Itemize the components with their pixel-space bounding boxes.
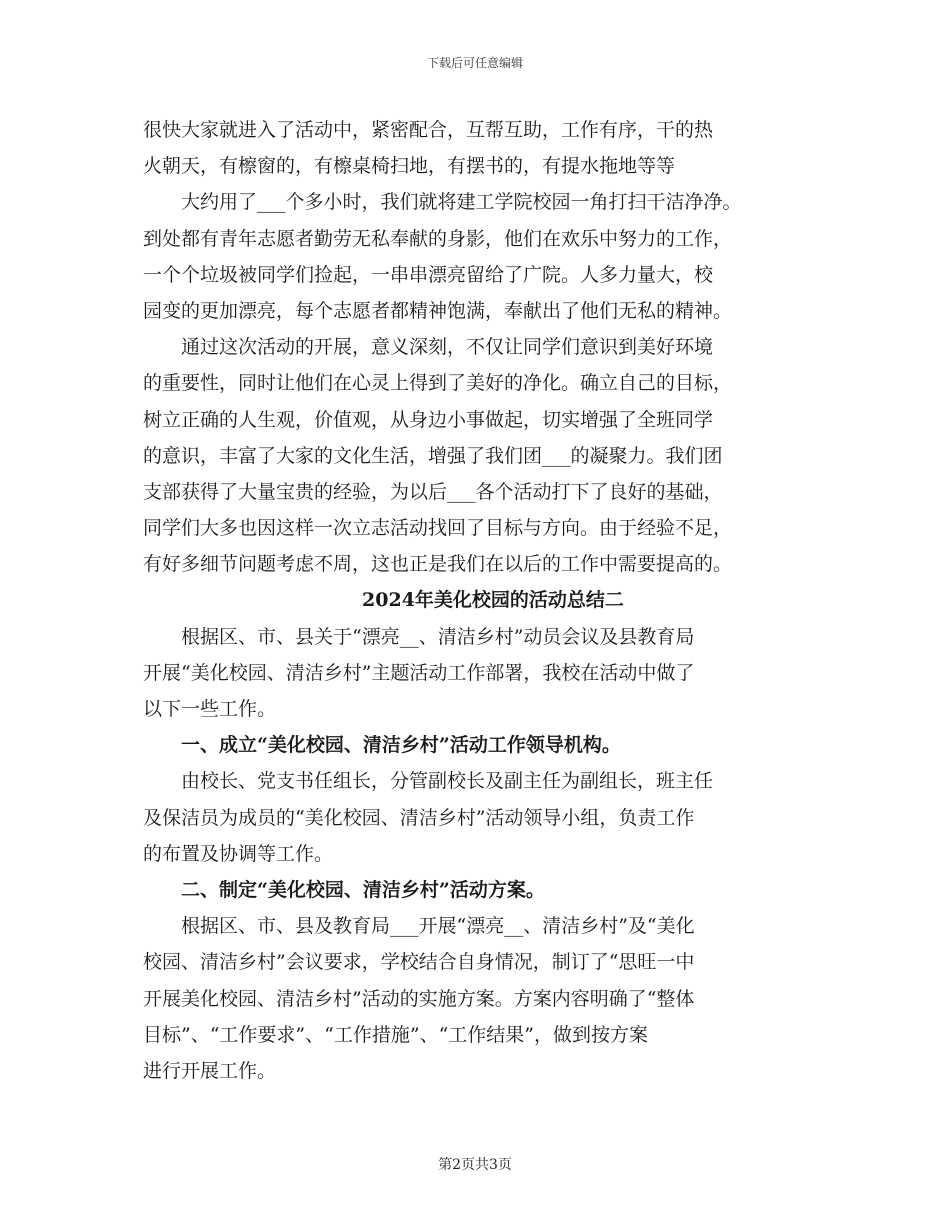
text-line: 的布置及协调等工作。	[143, 842, 334, 865]
paragraph-start-line: 根据区、市、县及教育局___开展“漂亮__、清洁乡村”及“美化	[181, 915, 695, 938]
paragraph-start-line: 由校长、党支书任组长，分管副校长及副主任为副组长，班主任	[181, 770, 714, 793]
text-line: 到处都有青年志愿者勤劳无私奉献的身影，他们在欢乐中努力的工作，	[143, 227, 733, 250]
text-line: 的意识，丰富了大家的文化生活，增强了我们团___的凝聚力。我们团	[143, 444, 723, 467]
document-body	[143, 112, 843, 1089]
text-line: 进行开展工作。	[143, 1059, 277, 1082]
text-line: 火朝天，有檫窗的，有檫桌椅扫地，有摆书的，有提水拖地等等	[143, 155, 676, 178]
paragraph-start-line: 根据区、市、县关于“漂亮__、清洁乡村”动员会议及县教育局	[181, 625, 695, 648]
text-line: 目标”、“工作要求”、“工作措施”、“工作结果”，做到按方案	[143, 1023, 648, 1046]
paragraph-start-line: 通过这次活动的开展，意义深刻，不仅让同学们意识到美好环境	[181, 336, 714, 359]
text-line: 支部获得了大量宝贵的经验，为以后___各个活动打下了良好的基础，	[143, 480, 723, 503]
text-line: 一个个垃圾被同学们捡起，一串串漂亮留给了广院。人多力量大，校	[143, 263, 714, 286]
section-heading: 一、成立“美化校园、清洁乡村”活动工作领导机构。	[181, 734, 621, 757]
section-title: 2024年美化校园的活动总结二	[362, 589, 624, 612]
text-line: 同学们大多也因这样一次立志活动找回了目标与方向。由于经验不足，	[143, 517, 733, 540]
page-footer: 第2页共3页	[438, 1157, 512, 1173]
text-line: 开展“美化校园、清洁乡村”主题活动工作部署，我校在活动中做了	[143, 661, 695, 684]
section-heading: 二、制定“美化校园、清洁乡村”活动方案。	[181, 878, 545, 901]
text-line: 开展美化校园、清洁乡村”活动的实施方案。方案内容明确了“整体	[143, 987, 695, 1010]
page-header: 下载后可任意编辑	[426, 56, 523, 70]
text-line: 校园、清洁乡村”会议要求，学校结合自身情况，制订了“思旺一中	[143, 951, 695, 974]
text-line: 很快大家就进入了活动中，紧密配合，互帮互助，工作有序，干的热	[143, 119, 714, 141]
text-line: 树立正确的人生观，价值观，从身边小事做起，切实增强了全班同学	[143, 408, 714, 431]
text-line: 有好多细节问题考虑不周，这也正是我们在以后的工作中需要提高的。	[143, 553, 733, 576]
text-line: 的重要性，同时让他们在心灵上得到了美好的净化。确立自己的目标，	[143, 372, 733, 395]
text-line: 及保洁员为成员的“美化校园、清洁乡村”活动领导小组，负责工作	[143, 806, 695, 829]
paragraph-start-line: 大约用了___个多小时，我们就将建工学院校园一角打扫干洁净净。	[181, 191, 742, 214]
text-line: 以下一些工作。	[143, 698, 277, 720]
text-line: 园变的更加漂亮，每个志愿者都精神饱满，奉献出了他们无私的精神。	[143, 299, 733, 322]
